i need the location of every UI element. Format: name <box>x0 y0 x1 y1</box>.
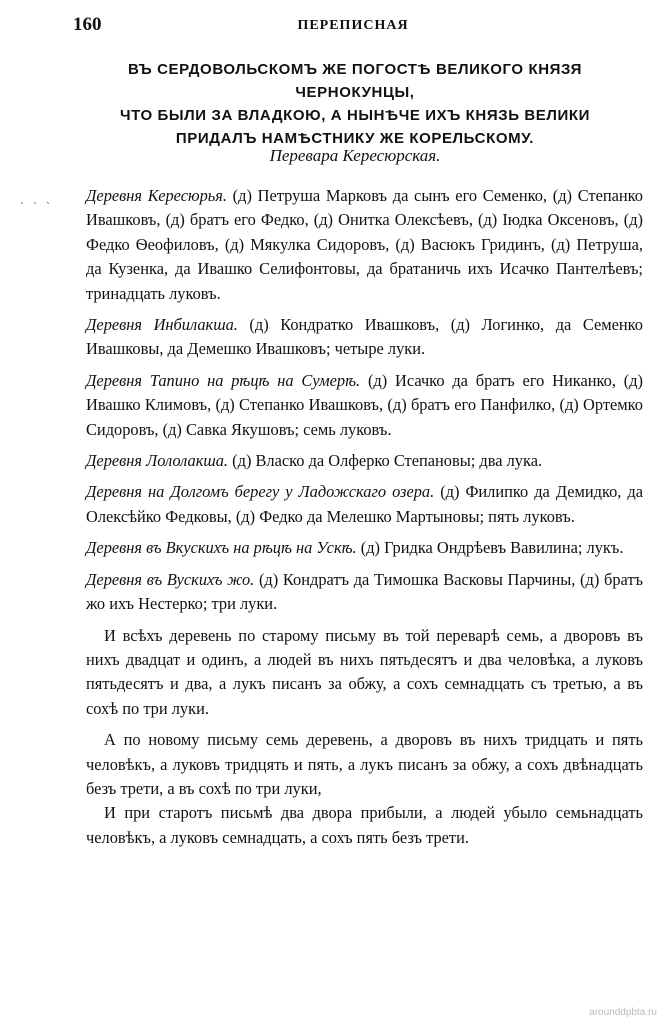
village-entry <box>86 369 643 442</box>
running-head: ПЕРЕПИСНАЯ <box>297 18 409 33</box>
page-header <box>73 14 633 40</box>
page-number: 160 <box>73 14 102 35</box>
village-name: Деревня на Долгомъ берегу у Ладожскаго озера. <box>86 482 435 502</box>
watermark: arounddpbta.ru <box>589 1007 657 1018</box>
margin-mark: ˴ ˴ ˴ <box>20 194 53 208</box>
summary-paragraph: И при старотъ письмѣ два двора прибыли, а людей убыло семьнадцать человѣкъ, а луковъ семнадцать, а сохъ пять безъ трети. <box>86 803 643 847</box>
village-name: Деревня Инбилакша. <box>86 315 238 335</box>
entry-text: (д) Петруша Марковъ да сынъ его Семенко, (д) Степанко Ивашковъ, (д) братъ его Федко, (д) Онитка Олексѣевъ, (д) Іюдка Оксеновъ, (д) Федко Ѳеофиловъ, (д) Мякулка Сидоровъ, (д) Васюкъ Гридинъ, (д) Петруша, да Кузенка, да Ивашко Селифонтовы, да братаничь ихъ Исачко Пантелѣевъ; тринадцать луковъ. <box>86 186 643 303</box>
title-line: ВЪ СЕРДОВОЛЬСКОМЪ ЖЕ ПОГОСТѢ ВЕЛИКОГО КНЯЗЯ ЧЕРНОКУНЦЫ, <box>127 61 583 101</box>
subsection-title: Перевара Кересюрская. <box>269 146 441 165</box>
entry-text: (д) Власко да Олферко Степановы; два лука. <box>228 451 543 471</box>
village-name: Деревня Лололакша. <box>86 451 229 471</box>
village-entry <box>86 184 643 306</box>
village-name: Деревня въ Вускихъ жо. <box>86 569 255 589</box>
summary-paragraph: И всѣхъ деревень по старому письму въ той переварѣ семь, а дворовъ въ нихъ двадцат и одинъ, а людей въ нихъ пятьдесятъ и два человѣка, а луковъ пятьдесятъ и два, а лукъ писанъ за обжу, а сохъ семнадцать съ третью, а въ сохѣ по три луки. <box>86 625 643 718</box>
village-name: Деревня Кересюрья. <box>86 186 227 205</box>
village-entry <box>86 313 643 362</box>
entries-block <box>86 184 643 850</box>
entry-text: (д) Гридка Ондрѣевъ Вавилина; лукъ. <box>356 538 624 558</box>
entry-text: (д) Кондратъ да Тимошка Васковы Парчины, (д) братъ жо ихъ Нестерко; три луки. <box>86 569 644 614</box>
village-entry <box>86 568 643 617</box>
title-line: ПРИДАЛЪ НАМѢСТНИКУ ЖЕ КОРЕЛЬСКОМУ. <box>175 130 535 147</box>
village-name: Деревня Тапино на рѣцѣ на Сумерѣ. <box>86 370 361 390</box>
entry-text: (д) Исачко да братъ его Никанко, (д) Ивашко Климовъ, (д) Степанко Ивашковъ, (д) братъ его Панфилко, (д) Ортемко Сидоровъ, (д) Савка Якушовъ; семь луковъ. <box>86 370 643 439</box>
entry-text: (д) Филипко да Демидко, да Олексѣйко Федковы, (д) Федко да Мелешко Мартыновы; пять луковъ. <box>86 482 643 526</box>
village-entry <box>86 449 643 473</box>
village-name: Деревня въ Вкускихъ на рѣцѣ на Ускѣ. <box>86 538 357 558</box>
section-title <box>70 58 640 150</box>
village-entry <box>86 536 643 560</box>
title-line: ЧТО БЫЛИ ЗА ВЛАДКОЮ, А НЫНѢЧЕ ИХЪ КНЯЗЬ ВЕЛИКИ <box>119 107 591 124</box>
village-entry <box>86 480 643 529</box>
summary-paragraph: А по новому письму семь деревень, а дворовъ въ нихъ тридцать и пять человѣкъ, а луковъ тридцять и пять, а лукъ писанъ за обжу, а сохъ двѣнадцать безъ трети, а въ сохѣ по три луки, <box>86 730 643 798</box>
entry-text: (д) Кондратко Ивашковъ, (д) Логинко, да Семенко Ивашковы, да Демешко Ивашковъ; четыре луки. <box>86 315 644 359</box>
